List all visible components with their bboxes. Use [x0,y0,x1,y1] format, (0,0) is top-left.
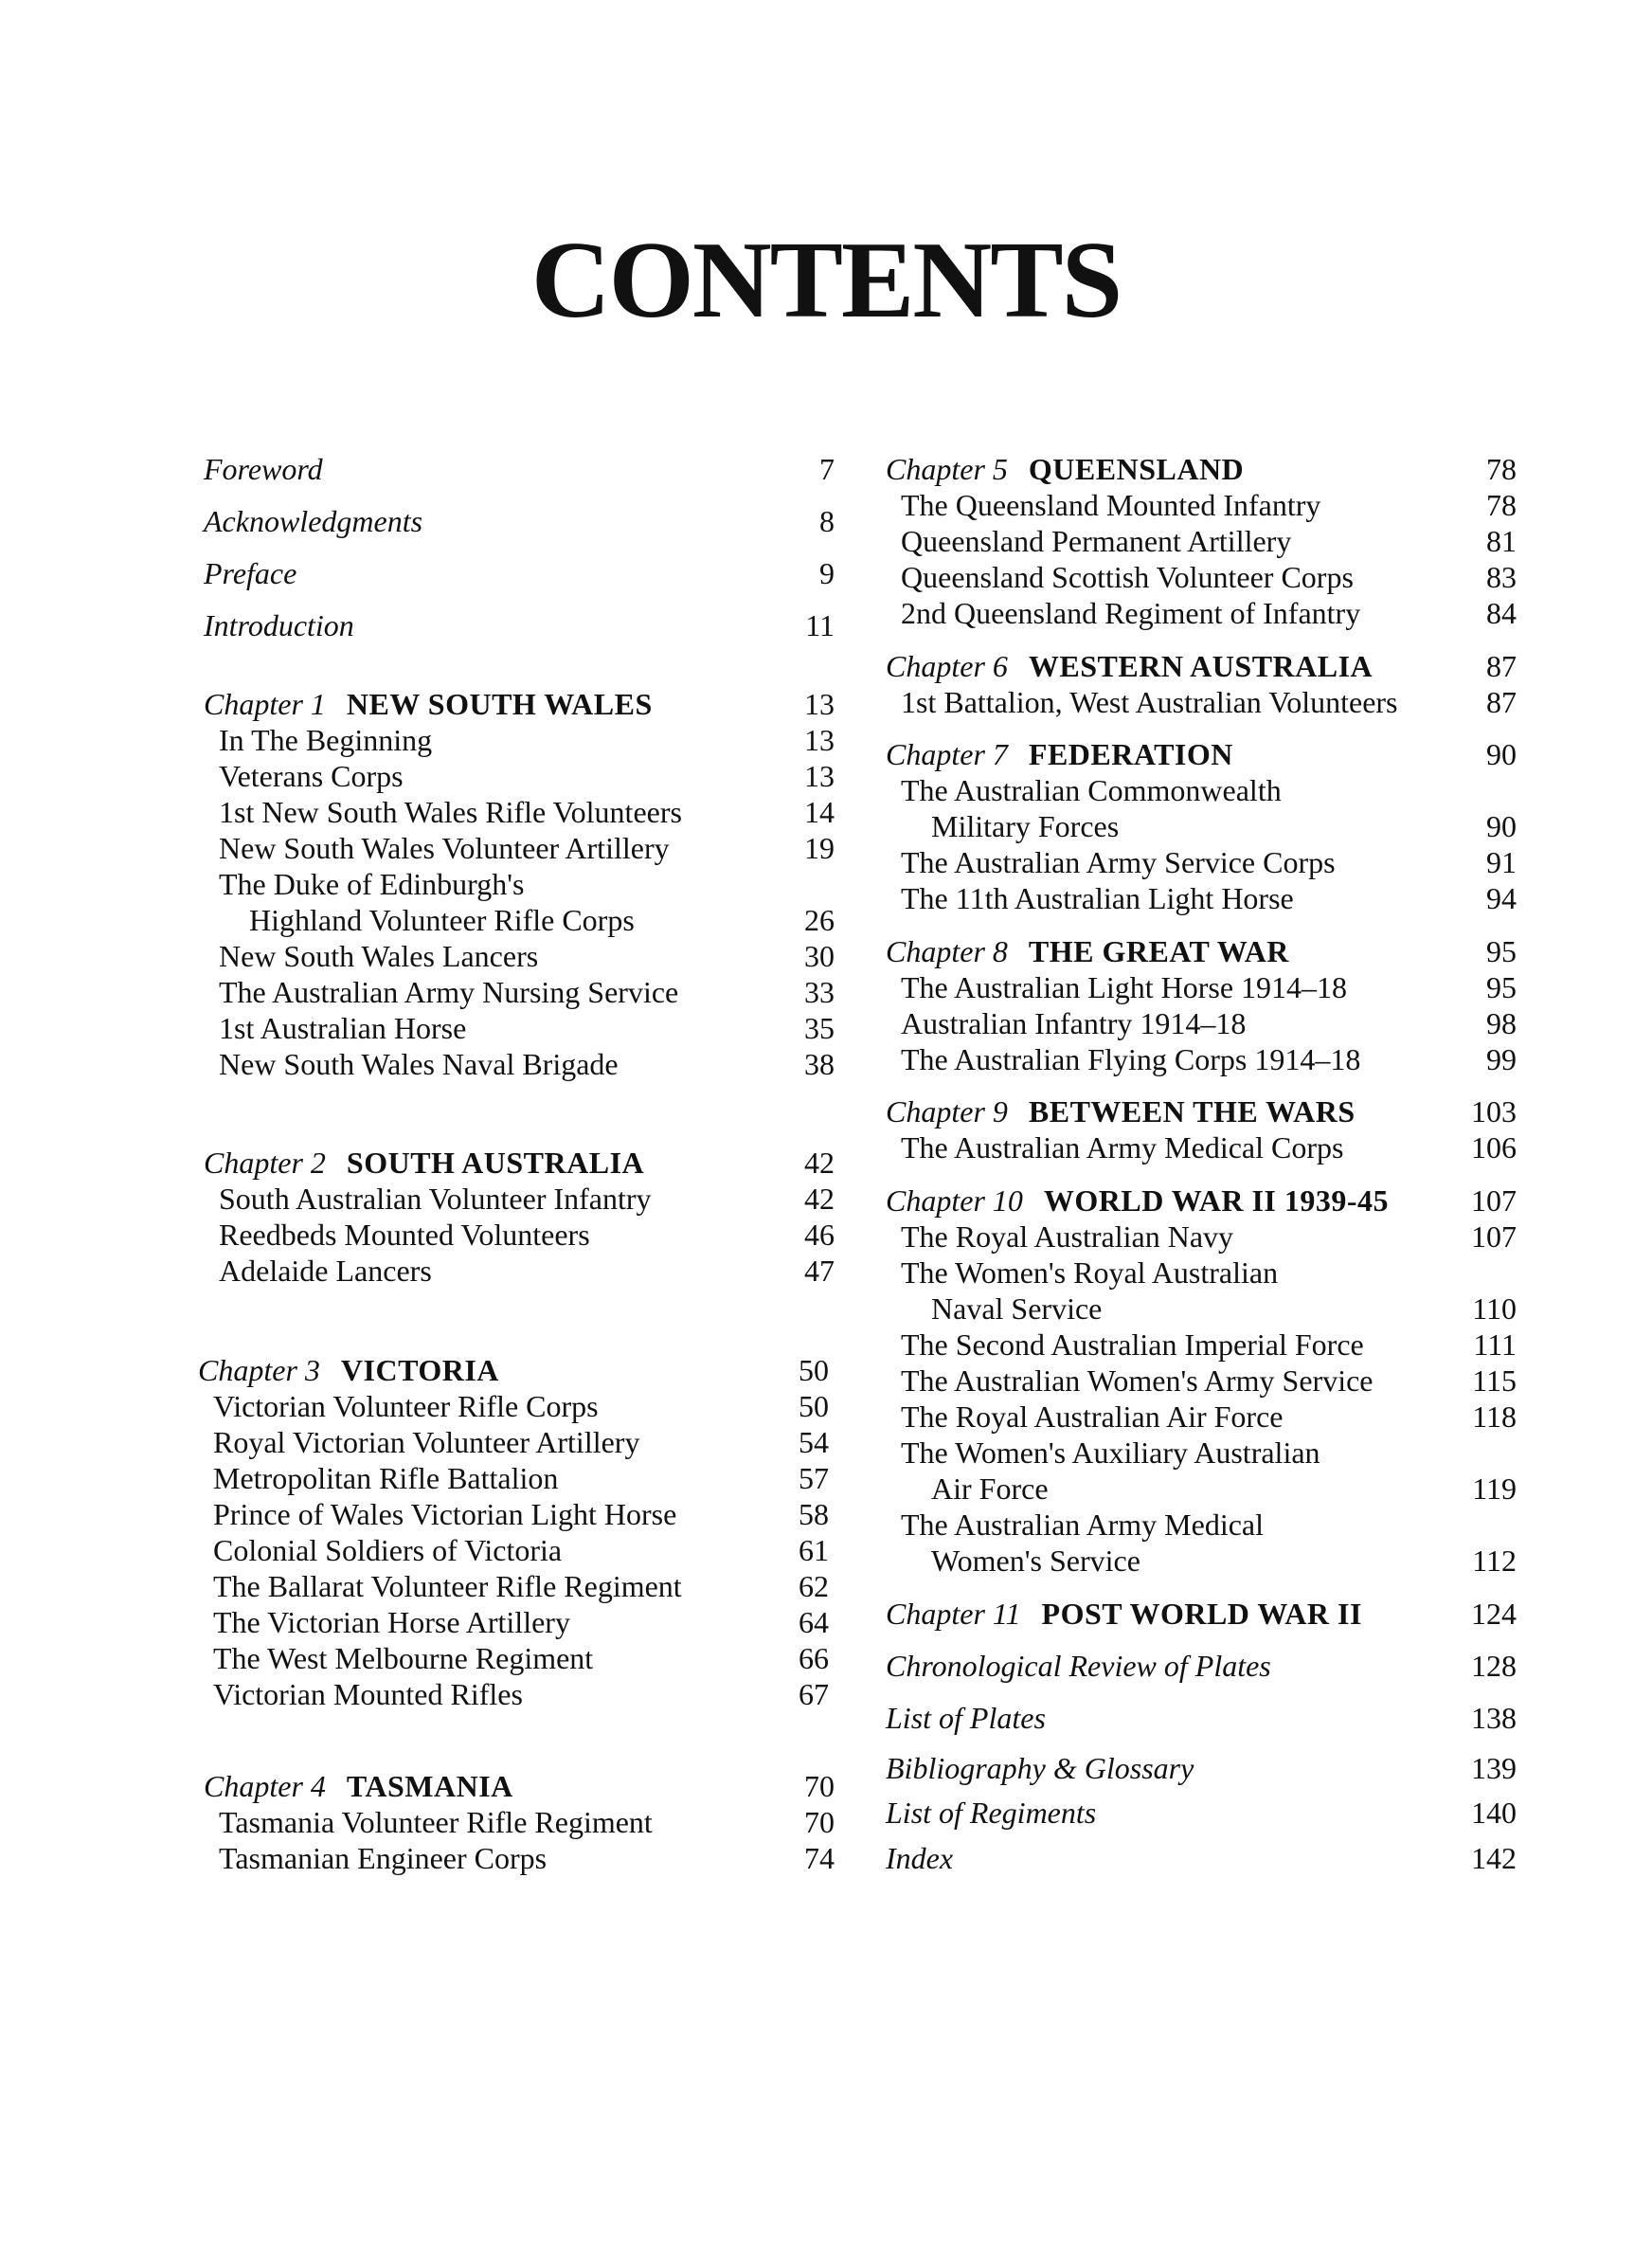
entry-page: 7 [819,452,835,486]
entry-page: 38 [804,1047,835,1081]
entry-title: The Women's Auxiliary Australian [901,1435,1320,1470]
chapter-title: WORLD WAR II 1939-45 [1043,1183,1389,1218]
chapter-label: Chapter 8 [886,934,1008,968]
chapter-title: VICTORIA [340,1353,499,1387]
entry-page: 26 [804,903,835,937]
entry-title: 2nd Queensland Regiment of Infantry [901,596,1361,630]
entry-page: 9 [819,556,835,590]
entry-title: South Australian Volunteer Infantry [219,1182,652,1216]
toc-entry-continued[interactable] [886,1471,1517,1507]
entry-title: Veterans Corps [219,759,404,793]
toc-entry[interactable] [886,1327,1517,1363]
toc-entry[interactable] [198,1604,829,1640]
entry-title: The Australian Light Horse 1914–18 [901,970,1348,1004]
toc-entry[interactable] [204,1217,835,1253]
toc-entry[interactable] [886,1255,1517,1291]
entry-page: 11 [805,608,835,642]
toc-entry[interactable] [886,844,1517,880]
entry-page: 13 [804,687,835,721]
entry-page: 140 [1471,1796,1517,1830]
entry-page: 78 [1486,488,1517,522]
chapter-heading-7[interactable] [886,736,1517,772]
entry-title: Highland Volunteer Rifle Corps [249,903,635,937]
toc-entry[interactable] [204,1181,835,1217]
toc-entry[interactable] [198,1640,829,1676]
entry-page: 13 [804,759,835,793]
toc-entry[interactable] [204,1010,835,1046]
entry-title: Foreword [204,452,323,486]
chapter-heading-4[interactable] [204,1768,835,1804]
entry-page: 142 [1471,1841,1517,1875]
entry-page: 91 [1486,845,1517,879]
toc-entry[interactable] [886,559,1517,595]
entry-title: Victorian Mounted Rifles [213,1677,523,1711]
entry-page: 139 [1471,1751,1517,1785]
chapter-label: Chapter 3 [198,1353,320,1387]
entry-title: List of Plates [886,1701,1046,1735]
toc-entry[interactable] [886,1041,1517,1077]
chapter-title: POST WORLD WAR II [1041,1597,1362,1631]
toc-entry[interactable] [886,1005,1517,1041]
entry-title: The West Melbourne Regiment [213,1641,594,1675]
entry-page: 87 [1486,685,1517,719]
toc-entry-foreword[interactable] [204,451,835,487]
entry-title: Preface [204,556,297,590]
entry-title: The Australian Army Nursing Service [219,975,679,1009]
entry-title: Adelaide Lancers [219,1254,432,1288]
entry-page: 58 [799,1497,829,1531]
chapter-label: Chapter 9 [886,1094,1008,1128]
entry-title: Tasmanian Engineer Corps [219,1841,548,1875]
toc-entry[interactable] [198,1460,829,1496]
entry-page: 54 [799,1425,829,1459]
entry-title: List of Regiments [886,1796,1097,1830]
entry-title: 1st New South Wales Rifle Volunteers [219,795,682,829]
page-title: CONTENTS [530,219,1122,341]
entry-page: 110 [1472,1291,1517,1326]
entry-title: Naval Service [931,1291,1103,1326]
toc-entry[interactable] [886,684,1517,720]
entry-title: Australian Infantry 1914–18 [901,1006,1247,1040]
entry-page: 112 [1472,1544,1517,1578]
toc-entry[interactable] [204,758,835,794]
entry-page: 70 [804,1769,835,1803]
entry-page: 138 [1471,1701,1517,1735]
entry-page: 94 [1486,881,1517,915]
entry-title: The Queensland Mounted Infantry [901,488,1321,522]
chapter-title: THE GREAT WAR [1028,934,1289,968]
toc-entry[interactable] [198,1568,829,1604]
entry-title: Air Force [931,1472,1049,1506]
entry-page: 74 [804,1841,835,1875]
entry-page: 47 [804,1254,835,1288]
toc-entry[interactable] [886,1219,1517,1255]
entry-page: 42 [804,1182,835,1216]
entry-page: 90 [1486,737,1517,771]
toc-entry-continued[interactable] [886,808,1517,844]
entry-page: 84 [1486,596,1517,630]
entry-title: The Royal Australian Navy [901,1219,1234,1254]
entry-title: The Duke of Edinburgh's [219,867,525,901]
chapter-heading-10[interactable] [886,1183,1517,1219]
chapter-title: BETWEEN THE WARS [1028,1094,1356,1128]
chapter-heading-8[interactable] [886,933,1517,969]
entry-page: 118 [1472,1399,1517,1434]
toc-entry[interactable] [198,1424,829,1460]
entry-page: 62 [799,1569,829,1603]
chapter-heading-6[interactable] [886,648,1517,684]
toc-entry[interactable] [886,880,1517,916]
entry-page: 78 [1486,452,1517,486]
chapter-label: Chapter 7 [886,737,1008,771]
entry-page: 66 [799,1641,829,1675]
toc-entry[interactable] [886,1507,1517,1543]
entry-page: 106 [1471,1130,1517,1165]
toc-entry-preface[interactable] [204,555,835,591]
entry-page: 13 [804,723,835,757]
toc-entry[interactable] [204,830,835,866]
entry-title: New South Wales Naval Brigade [219,1047,619,1081]
toc-entry[interactable] [204,866,835,902]
entry-title: The Australian Army Service Corps [901,845,1336,879]
entry-page: 61 [799,1533,829,1567]
chapter-title: TASMANIA [346,1769,513,1803]
toc-entry[interactable] [204,1840,835,1876]
toc-entry[interactable] [204,1804,835,1840]
chapter-label: Chapter 10 [886,1183,1023,1218]
chapter-heading-2[interactable] [204,1145,835,1181]
toc-entry-continued[interactable] [204,902,835,938]
chapter-label: Chapter 11 [886,1597,1021,1631]
entry-page: 67 [799,1677,829,1711]
toc-entry[interactable] [198,1496,829,1532]
entry-page: 46 [804,1218,835,1252]
toc-entry[interactable] [204,1253,835,1289]
entry-title: Prince of Wales Victorian Light Horse [213,1497,677,1531]
toc-entry[interactable] [204,794,835,830]
chapter-label: Chapter 4 [204,1769,326,1803]
toc-left-column [198,0,835,2257]
entry-page: 70 [804,1805,835,1839]
entry-title: The Australian Flying Corps 1914–18 [901,1042,1361,1076]
toc-entry-index[interactable] [886,1840,1517,1876]
toc-entry[interactable] [886,595,1517,631]
toc-entry[interactable] [198,1532,829,1568]
chapter-title: WESTERN AUSTRALIA [1028,649,1374,683]
entry-title: Chronological Review of Plates [886,1649,1271,1683]
entry-page: 35 [804,1011,835,1045]
chapter-heading-3[interactable] [198,1352,829,1388]
entry-title: Queensland Permanent Artillery [901,524,1292,558]
entry-page: 119 [1472,1472,1517,1506]
chapter-heading-11[interactable] [886,1596,1517,1632]
toc-entry[interactable] [886,1363,1517,1399]
chapter-heading-5[interactable] [886,451,1517,487]
entry-page: 57 [799,1461,829,1495]
chapter-heading-9[interactable] [886,1093,1517,1129]
entry-title: New South Wales Lancers [219,939,539,973]
entry-title: Reedbeds Mounted Volunteers [219,1218,590,1252]
entry-page: 111 [1473,1327,1517,1362]
toc-entry-acknowledgments[interactable] [204,503,835,539]
toc-entry[interactable] [886,1129,1517,1165]
entry-page: 50 [799,1353,829,1387]
entry-title: Royal Victorian Volunteer Artillery [213,1425,640,1459]
toc-entry[interactable] [886,1435,1517,1471]
entry-title: The Australian Women's Army Service [901,1363,1374,1398]
entry-title: The Ballarat Volunteer Rifle Regiment [213,1569,682,1603]
toc-right-column [886,0,1517,2257]
entry-page: 19 [804,831,835,865]
entry-page: 87 [1486,649,1517,683]
chapter-title: NEW SOUTH WALES [346,687,653,721]
entry-page: 98 [1486,1006,1517,1040]
entry-page: 107 [1471,1219,1517,1254]
toc-entry[interactable] [886,487,1517,523]
entry-page: 95 [1486,970,1517,1004]
entry-title: The 11th Australian Light Horse [901,881,1294,915]
entry-page: 30 [804,939,835,973]
entry-page: 107 [1471,1183,1517,1218]
entry-title: Tasmania Volunteer Rifle Regiment [219,1805,653,1839]
chapter-label: Chapter 5 [886,452,1008,486]
entry-title: 1st Australian Horse [219,1011,467,1045]
toc-entry[interactable] [204,974,835,1010]
chapter-label: Chapter 6 [886,649,1008,683]
entry-page: 90 [1486,809,1517,843]
toc-entry[interactable] [886,969,1517,1005]
entry-page: 95 [1486,934,1517,968]
toc-entry-chronological-review[interactable] [886,1648,1517,1684]
entry-page: 50 [799,1389,829,1423]
toc-entry[interactable] [204,1046,835,1082]
entry-title: In The Beginning [219,723,433,757]
entry-title: Military Forces [931,809,1120,843]
entry-page: 14 [804,795,835,829]
entry-title: The Women's Royal Australian [901,1255,1279,1290]
toc-entry[interactable] [886,523,1517,559]
toc-entry-continued[interactable] [886,1291,1517,1327]
toc-entry-list-of-regiments[interactable] [886,1795,1517,1831]
entry-page: 81 [1486,524,1517,558]
entry-page: 128 [1471,1649,1517,1683]
entry-page: 99 [1486,1042,1517,1076]
entry-title: Colonial Soldiers of Victoria [213,1533,563,1567]
entry-page: 42 [804,1146,835,1180]
chapter-title: QUEENSLAND [1028,452,1245,486]
entry-title: Introduction [204,608,354,642]
entry-title: The Australian Army Medical [901,1508,1265,1542]
toc-entry-bibliography[interactable] [886,1750,1517,1786]
chapter-title: SOUTH AUSTRALIA [346,1146,645,1180]
entry-page: 64 [799,1605,829,1639]
toc-entry[interactable] [886,772,1517,808]
toc-entry[interactable] [198,1676,829,1712]
entry-title: The Victorian Horse Artillery [213,1605,570,1639]
chapter-label: Chapter 1 [204,687,326,721]
toc-entry[interactable] [198,1388,829,1424]
toc-entry-list-of-plates[interactable] [886,1700,1517,1736]
entry-title: The Second Australian Imperial Force [901,1327,1364,1362]
entry-title: Women's Service [931,1544,1140,1578]
entry-title: Metropolitan Rifle Battalion [213,1461,559,1495]
entry-page: 103 [1471,1094,1517,1128]
entry-title: Acknowledgments [204,504,423,538]
toc-entry[interactable] [204,938,835,974]
toc-entry-continued[interactable] [886,1543,1517,1579]
chapter-heading-1[interactable] [204,686,835,722]
entry-page: 115 [1472,1363,1517,1398]
entry-title: 1st Battalion, West Australian Volunteers [901,685,1398,719]
entry-title: New South Wales Volunteer Artillery [219,831,670,865]
entry-page: 124 [1471,1597,1517,1631]
entry-title: Victorian Volunteer Rifle Corps [213,1389,599,1423]
chapter-label: Chapter 2 [204,1146,326,1180]
entry-title: The Australian Commonwealth [901,773,1282,807]
entry-title: Index [886,1841,954,1875]
entry-title: Queensland Scottish Volunteer Corps [901,560,1354,594]
toc-entry[interactable] [886,1399,1517,1435]
entry-title: Bibliography & Glossary [886,1751,1194,1785]
entry-page: 8 [819,504,835,538]
entry-page: 33 [804,975,835,1009]
toc-entry-introduction[interactable] [204,607,835,643]
entry-title: The Australian Army Medical Corps [901,1130,1344,1165]
chapter-title: FEDERATION [1028,737,1233,771]
entry-page: 83 [1486,560,1517,594]
toc-entry[interactable] [204,722,835,758]
entry-title: The Royal Australian Air Force [901,1399,1284,1434]
